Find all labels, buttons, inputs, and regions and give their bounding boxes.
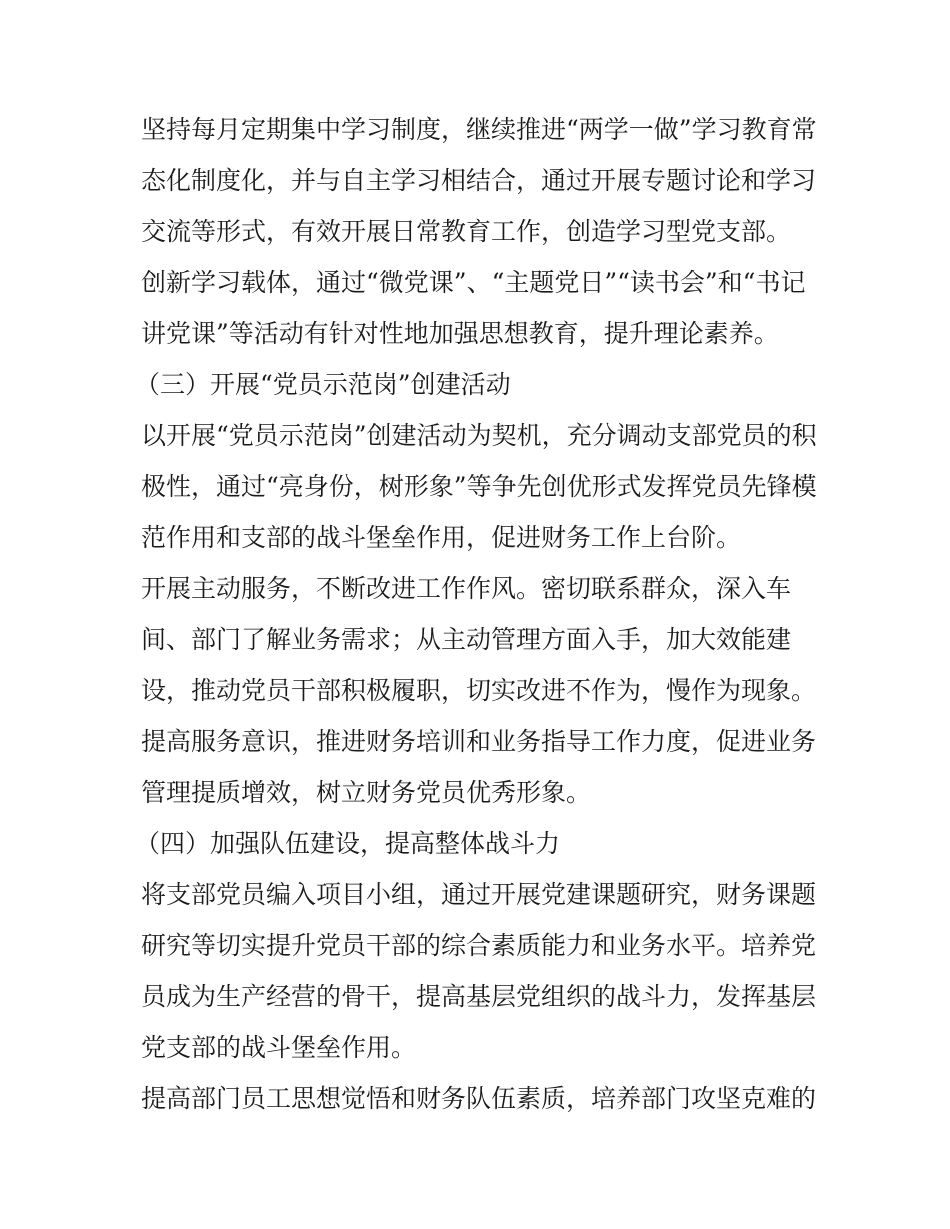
text-line: 设，推动党员干部积极履职，切实改进不作为，慢作为现象。 xyxy=(141,676,817,705)
text-line: 坚持每月定期集中学习制度，继续推进“两学一做”学习教育常 xyxy=(141,115,817,144)
text-line: 创新学习载体，通过“微党课”、“主题党日”“读书会”和“书记 xyxy=(141,268,806,297)
text-line: 提高服务意识，推进财务培训和业务指导工作力度，促进业务 xyxy=(141,727,817,756)
text-line: 提高部门员工思想觉悟和财务队伍素质，培养部门攻坚克难的 xyxy=(141,1084,817,1113)
document-body xyxy=(135,104,821,1124)
text-line: 以开展“党员示范岗”创建活动为契机，充分调动支部党员的积 xyxy=(141,421,817,450)
text-line: 员成为生产经营的骨干，提高基层党组织的战斗力，发挥基层 xyxy=(141,982,817,1011)
text-line: 党支部的战斗堡垒作用。 xyxy=(141,1033,417,1062)
section-heading: （四）加强队伍建设，提高整体战斗力 xyxy=(135,829,561,858)
text-line: 态化制度化，并与自主学习相结合，通过开展专题讨论和学习 xyxy=(141,166,817,195)
text-line: 交流等形式，有效开展日常教育工作，创造学习型党支部。 xyxy=(141,217,792,246)
text-line: 讲党课”等活动有针对性地加强思想教育，提升理论素养。 xyxy=(141,319,779,348)
text-line: 将支部党员编入项目小组，通过开展党建课题研究，财务课题 xyxy=(141,880,817,909)
text-line: 研究等切实提升党员干部的综合素质能力和业务水平。培养党 xyxy=(141,931,817,960)
text-line: 开展主动服务，不断改进工作作风。密切联系群众，深入车 xyxy=(141,574,792,603)
text-line: 管理提质增效，树立财务党员优秀形象。 xyxy=(141,778,592,807)
text-line: 范作用和支部的战斗堡垒作用，促进财务工作上台阶。 xyxy=(141,523,742,552)
text-line: 间、部门了解业务需求；从主动管理方面入手，加大效能建 xyxy=(141,625,792,654)
text-line: 极性，通过“亮身份，树形象”等争先创优形式发挥党员先锋模 xyxy=(141,472,817,501)
section-heading: （三）开展“党员示范岗”创建活动 xyxy=(135,370,511,399)
